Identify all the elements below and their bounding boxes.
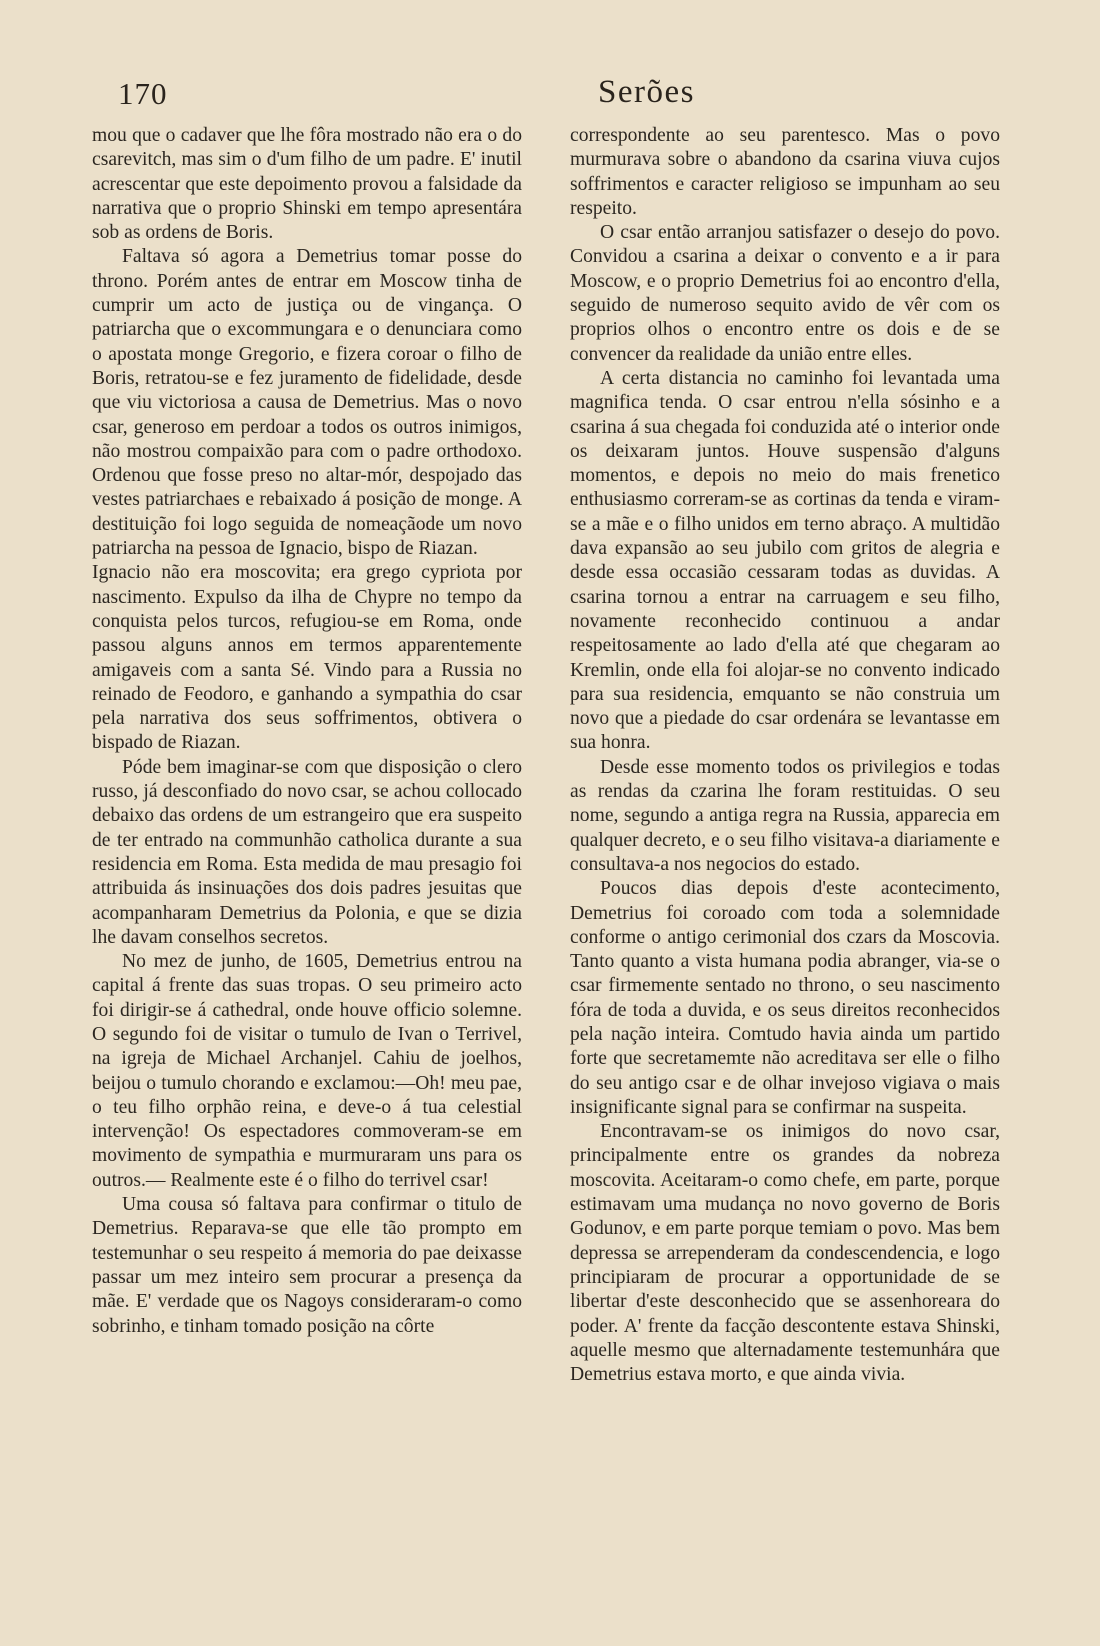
paragraph: correspondente ao seu parentesco. Mas o povo murmurava sobre o abandono da csarina viuva cujos soffrimentos e caracter religioso se impunham ao seu respeito. [570, 125, 1000, 219]
paragraph: Desde esse momento todos os privilegios e todas as rendas da czarina lhe foram restituidas. O seu nome, segundo a antiga regra na Russia, apparecia em qualquer decreto, e o seu filho visitava-a diariamente e consultava-a nos negocios do estado. [570, 756, 1000, 875]
right-column [570, 124, 1000, 1387]
paragraph: A certa distancia no caminho foi levantada uma magnifica tenda. O csar entrou n'ella sósinho e a csarina á sua chegada foi conduzida até o interior onde os deixaram juntos. Houve suspensão d'alguns momentos, e depois no meio do mais frenetico enthusiasmo correram-se as cortinas da tenda e viram-se a mãe e o filho unidos em terno abraço. A multidão dava expansão ao seu jubilo com gritos de alegria e desde essa occasião cessaram todas as duvidas. A csarina tornou a entrar na carruagem e seu filho, novamente reconhecido continuou a andar respeitosamente ao lado d'ella até que chegaram ao Kremlin, onde ella foi alojar-se no convento indicado para sua residencia, emquanto se não construia um novo que a piedade do csar ordenára se levantasse em sua honra. [570, 367, 1000, 754]
paragraph: O csar então arranjou satisfazer o desejo do povo. Convidou a csarina a deixar o convento e a ir para Moscow, e o proprio Demetrius foi ao encontro d'ella, seguido de numeroso sequito avido de vêr com os proprios olhos o encontro entre os dois e de se convencer da realidade da união entre elles. [570, 222, 1000, 365]
running-title: Serões [598, 74, 695, 110]
paragraph: Ignacio não era moscovita; era grego cypriota por nascimento. Expulso da ilha de Chypre no tempo da conquista pelos turcos, refugiou-se em Roma, onde passou alguns annos em termos apparentemente amigaveis com a santa Sé. Vindo para a Russia no reinado de Feodoro, e ganhando a sympathia do csar pela narrativa dos seus soffrimentos, obtivera o bispado de Riazan. [92, 562, 522, 754]
paragraph: No mez de junho, de 1605, Demetrius entrou na capital á frente das suas tropas. O seu primeiro acto foi dirigir-se á cathedral, onde houve officio solemne. O segundo foi de visitar o tumulo de Ivan o Terrivel, na igreja de Michael Archanjel. Cahiu de joelhos, beijou o tumulo chorando e exclamou:—Oh! meu pae, o teu filho orphão reina, e deve-o á tua celestial intervenção! Os espectadores commoveram-se em movimento de sympathia e murmuraram uns para os outros.— Realmente este é o filho do terrivel csar! [92, 951, 522, 1191]
paragraph: Encontravam-se os inimigos do novo csar, principalmente entre os grandes da nobreza moscovita. Aceitaram-o como chefe, em parte, porque estimavam uma mudança no novo governo de Boris Godunov, e em parte porque temiam o povo. Mas bem depressa se arrependeram da condescendencia, e logo principiaram de procurar a opportunidade de se libertar d'este desconhecido que se assenhoreara do poder. A' frente da facção descontente estava Shinski, aquelle mesmo que alternadamente testemunhára que Demetrius estava morto, e que ainda vivia. [570, 1121, 1000, 1386]
page-number: 170 [118, 76, 168, 111]
paragraph: Poucos dias depois d'este acontecimento, Demetrius foi coroado com toda a solemnidade conforme o antigo cerimonial dos czars da Moscovia. Tanto quanto a vista humana podia abranger, via-se o csar firmemente sentado no throno, o seu nascimento fóra de toda a duvida, e os seus direitos reconhecidos pela nação inteira. Comtudo havia ainda um partido forte que secretamemte não acreditava ser elle o filho do seu antigo csar e de olhar invejoso vigiava o mais insignificante signal para se confirmar na suspeita. [570, 878, 1000, 1118]
page-header [90, 72, 1020, 120]
paragraph: Póde bem imaginar-se com que disposição o clero russo, já desconfiado do novo csar, se achou collocado debaixo das ordens de um estrangeiro que era suspeito de ter entrado na communhão catholica durante a sua residencia em Roma. Esta medida de mau presagio foi attribuida ás insinuações dos dois padres jesuitas que acompanharam Demetrius da Polonia, e que se dizia lhe davam conselhos secretos. [92, 756, 522, 948]
left-column [92, 124, 522, 1339]
paragraph: Faltava só agora a Demetrius tomar posse do throno. Porém antes de entrar em Moscow tinha de cumprir um acto de justiça ou de vingança. O patriarcha que o excommungara e o denunciara como o apostata monge Gregorio, e fizera coroar o filho de Boris, retratou-se e fez juramento de fidelidade, desde que viu victoriosa a causa de Demetrius. Mas o novo csar, generoso em perdoar a todos os outros inimigos, não mostrou compaixão para com o padre orthodoxo. Ordenou que fosse preso no altar-mór, despojado das vestes patriarchaes e rebaixado á posição de monge. A destituição foi logo seguida de nomeaçãode um novo patriarcha na pessoa de Ignacio, bispo de Riazan. [92, 246, 522, 560]
paragraph: Uma cousa só faltava para confirmar o titulo de Demetrius. Reparava-se que elle tão prompto em testemunhar o seu respeito á memoria do pae deixasse passar um mez inteiro sem procurar a presença da mãe. E' verdade que os Nagoys consideraram-o como sobrinho, e tinham tomado posição na côrte [92, 1194, 522, 1337]
paragraph: mou que o cadaver que lhe fôra mostrado não era o do csarevitch, mas sim o d'um filho de um padre. E' inutil acrescentar que este depoimento provou a falsidade da narrativa que o proprio Shinski em tempo apresentára sob as ordens de Boris. [92, 125, 522, 244]
